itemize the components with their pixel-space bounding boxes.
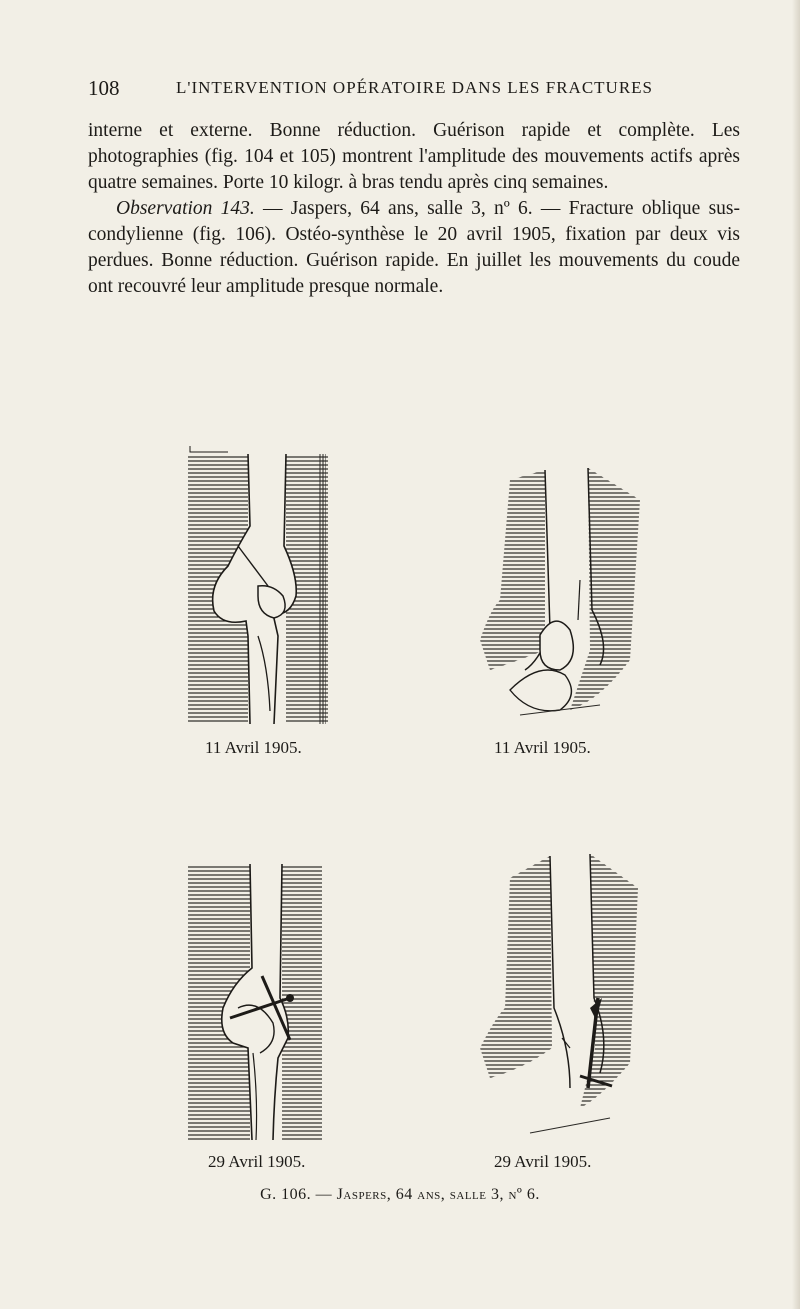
xray-drawing-side-april-11 [470,460,650,730]
page-edge-shadow [792,0,800,1309]
page-header [88,76,728,106]
running-title: L'INTERVENTION OPÉRATOIRE DANS LES FRACTURES [176,78,654,97]
figure-1-caption: 11 Avril 1905. [205,738,302,757]
xray-drawing-front-april-29 [178,858,338,1148]
figure-3-caption: 29 Avril 1905. [208,1152,306,1171]
figure-2-caption: 11 Avril 1905. [494,738,591,757]
body-text [88,118,740,300]
xray-drawing-side-april-29 [470,848,650,1148]
observation-text: — Jaspers, 64 ans, salle 3, nº 6. — Fracture oblique sus-condylienne (fig. 106). Ostéo-synthèse le 20 avril 1905, fixation par deux vis perdues. Bonne réduction. Guérison rapide. En juillet les mouvements du coude ont recouvré leur amplitude presque normale. [88,198,740,297]
xray-drawing-front-april-11 [178,436,338,736]
figure-caption-text: Jaspers, 64 ans, salle 3, nº 6. [336,1186,540,1203]
figure-4-caption: 29 Avril 1905. [494,1152,592,1171]
figure-caption [0,1186,800,1204]
paragraph-1: interne et externe. Bonne réduction. Guérison rapide et complète. Les photographies (fig. 104 et 105) montrent l'amplitude des mouvements actifs après quatre semaines. Porte 10 kilogr. à bras tendu après cinq semaines. [88,120,740,193]
paragraph-2 [88,196,740,300]
figure-caption-prefix: G. 106. — [260,1186,333,1203]
page-number: 108 [88,76,120,100]
observation-label: Observation 143. [116,198,255,219]
